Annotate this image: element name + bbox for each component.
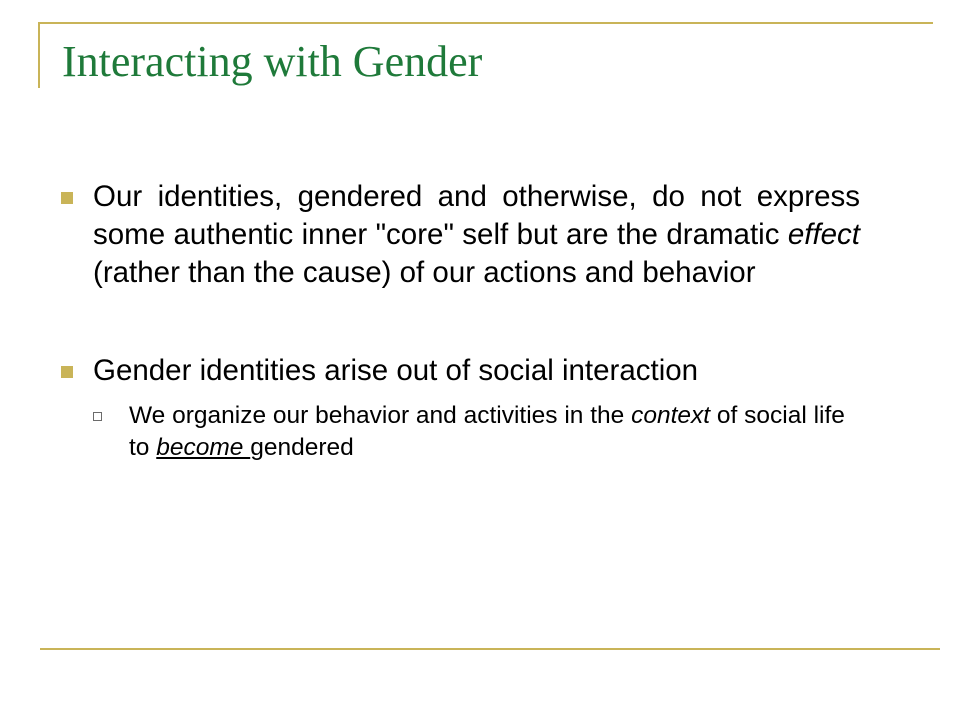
left-rule [38, 22, 40, 88]
bullet-text [93, 178, 860, 292]
bullet-text: Gender identities arise out of social interaction [93, 354, 699, 387]
bullet-text-part: (rather than the cause) of our actions and behavior [93, 256, 756, 289]
sub-bullet-item [93, 400, 860, 464]
sub-bullet-list [93, 400, 860, 464]
sub-bullet-text-part: gendered [250, 434, 354, 461]
sub-bullet-text [129, 402, 845, 461]
bullet-item [60, 352, 860, 464]
bottom-rule [40, 648, 940, 650]
square-bullet-icon [61, 366, 73, 378]
sub-bullet-text-part: We organize our behavior and activities in the [129, 402, 632, 429]
bullet-text-part: Our identities, gendered and otherwise, do not express some authentic inner "core" self but are the dramatic [93, 180, 860, 251]
bullet-list [60, 178, 860, 464]
square-bullet-icon [61, 192, 73, 204]
top-rule [38, 22, 933, 24]
emphasis-effect: effect [787, 218, 860, 251]
emphasis-become: become [156, 434, 251, 461]
slide-title: Interacting with Gender [62, 37, 483, 86]
emphasis-context: context [631, 402, 711, 429]
bullet-item [60, 178, 860, 292]
hollow-square-bullet-icon [93, 412, 102, 421]
sub-bullet-text-part: of social life to [129, 402, 845, 461]
